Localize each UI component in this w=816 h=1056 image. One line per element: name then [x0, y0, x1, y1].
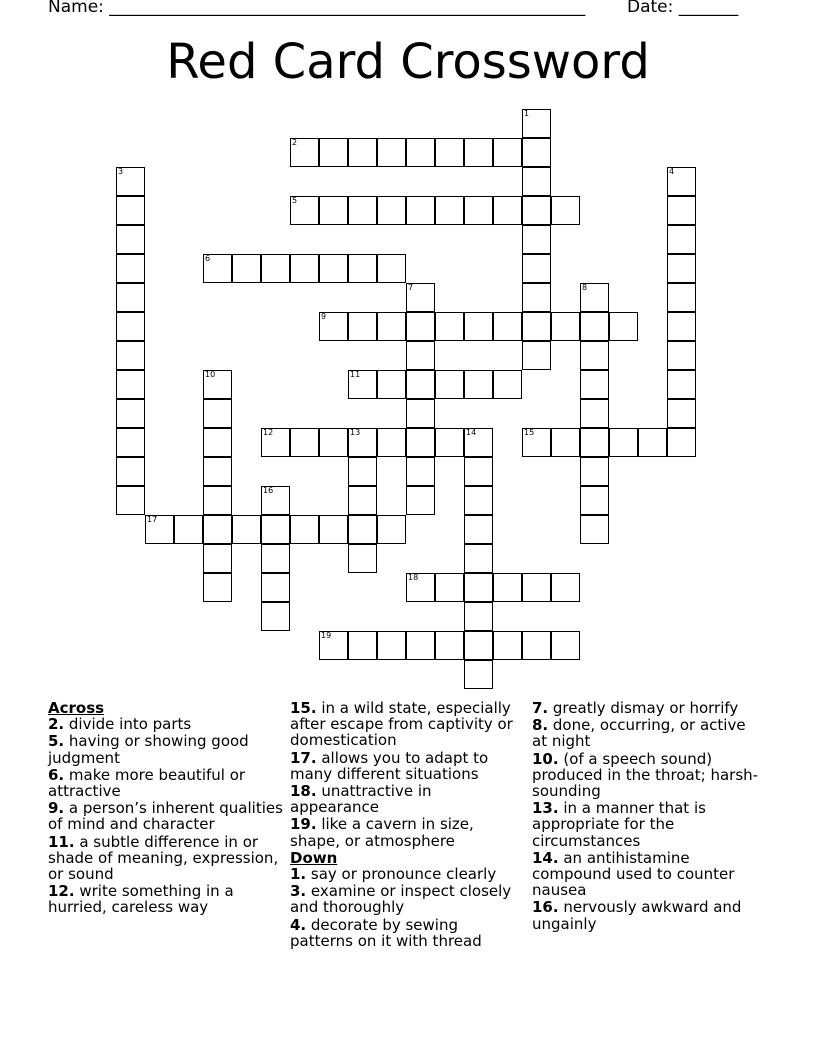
grid-cell[interactable]	[580, 341, 609, 370]
clue-text: make more beautiful or attractive	[48, 765, 246, 801]
grid-cell[interactable]	[174, 515, 203, 544]
grid-cell[interactable]	[522, 341, 551, 370]
grid-cell[interactable]	[377, 631, 406, 660]
grid-cell[interactable]	[116, 167, 145, 196]
clue-number-label: 12.	[48, 882, 75, 901]
grid-cell[interactable]	[522, 225, 551, 254]
grid-cell[interactable]	[116, 399, 145, 428]
grid-cell[interactable]	[261, 573, 290, 602]
grid-cell[interactable]	[377, 515, 406, 544]
grid-cell[interactable]	[406, 196, 435, 225]
clue-number-label: 17.	[290, 748, 317, 767]
grid-cell[interactable]	[464, 428, 493, 457]
clue-number: 14	[466, 428, 477, 437]
grid-cell[interactable]	[348, 428, 377, 457]
grid-cell[interactable]	[493, 370, 522, 399]
grid-cell[interactable]	[522, 109, 551, 138]
clue-number: 8	[582, 283, 588, 292]
grid-cell[interactable]	[261, 515, 290, 544]
clue-item	[290, 750, 522, 782]
clue-text: greatly dismay or horrify	[548, 699, 739, 717]
clue-number-label: 16.	[532, 898, 559, 917]
clue-number: 15	[524, 428, 535, 437]
clue-text: unattractive in appearance	[290, 782, 432, 817]
grid-cell[interactable]	[464, 602, 493, 631]
clue-number: 3	[118, 167, 124, 176]
grid-cell[interactable]	[464, 544, 493, 573]
grid-cell[interactable]	[609, 312, 638, 341]
date-label: Date:	[627, 0, 674, 17]
grid-cell[interactable]	[348, 631, 377, 660]
grid-cell[interactable]	[261, 544, 290, 573]
grid-cell[interactable]	[377, 428, 406, 457]
page-title: Red Card Crossword	[166, 34, 650, 90]
grid-cell[interactable]	[348, 196, 377, 225]
clue-number-label: 3.	[290, 882, 307, 901]
grid-cell[interactable]	[464, 196, 493, 225]
grid-cell[interactable]	[203, 573, 232, 602]
name-label: Name:	[48, 0, 104, 17]
clue-item	[532, 700, 764, 716]
grid-cell[interactable]	[348, 254, 377, 283]
grid-cell[interactable]	[377, 196, 406, 225]
clue-item	[48, 800, 283, 832]
clue-item	[290, 700, 522, 749]
clue-item	[532, 800, 764, 849]
clue-number: 17	[147, 515, 158, 524]
clues-column-1	[48, 700, 283, 917]
grid-cell[interactable]	[319, 312, 348, 341]
clue-item	[48, 767, 283, 799]
clue-item	[48, 716, 283, 732]
grid-cell[interactable]	[261, 602, 290, 631]
clue-item	[290, 866, 522, 882]
grid-cell[interactable]	[319, 196, 348, 225]
grid-cell[interactable]	[551, 631, 580, 660]
clue-number-label: 8.	[532, 716, 549, 735]
clue-number: 1	[524, 109, 530, 118]
clues-column-2	[290, 700, 522, 950]
clue-number: 12	[263, 428, 274, 437]
grid-cell[interactable]	[667, 370, 696, 399]
grid-cell[interactable]	[522, 167, 551, 196]
grid-cell[interactable]	[377, 254, 406, 283]
grid-cell[interactable]	[435, 428, 464, 457]
clue-item	[290, 783, 522, 815]
clue-item	[532, 717, 764, 749]
grid-cell[interactable]	[435, 573, 464, 602]
grid-cell[interactable]	[348, 138, 377, 167]
grid-cell[interactable]	[319, 138, 348, 167]
grid-cell[interactable]	[493, 138, 522, 167]
clue-text: say or pronounce clearly	[306, 865, 497, 884]
grid-cell[interactable]	[319, 631, 348, 660]
clue-number: 18	[408, 573, 419, 582]
grid-cell[interactable]	[116, 486, 145, 515]
grid-cell[interactable]	[406, 631, 435, 660]
grid-cell[interactable]	[203, 370, 232, 399]
grid-cell[interactable]	[290, 196, 319, 225]
grid-cell[interactable]	[116, 457, 145, 486]
grid-cell[interactable]	[348, 486, 377, 515]
grid-cell[interactable]	[493, 312, 522, 341]
grid-cell[interactable]	[522, 138, 551, 167]
clue-text: write something in a hurried, careless way	[48, 882, 234, 917]
clue-number: 7	[408, 283, 414, 292]
clue-number: 11	[350, 370, 361, 379]
clues-column-3	[532, 700, 764, 933]
grid-cell[interactable]	[377, 138, 406, 167]
grid-cell[interactable]	[667, 196, 696, 225]
clue-number-label: 7.	[532, 699, 549, 717]
clue-text: having or showing good judgment	[48, 732, 249, 767]
grid-cell[interactable]	[435, 370, 464, 399]
clue-text: done, occurring, or active at night	[532, 716, 746, 751]
grid-cell[interactable]	[377, 370, 406, 399]
grid-cell[interactable]	[348, 370, 377, 399]
grid-cell[interactable]	[435, 196, 464, 225]
clue-number: 2	[292, 138, 298, 147]
clue-number-label: 13.	[532, 799, 559, 818]
grid-cell[interactable]	[203, 428, 232, 457]
grid-cell[interactable]	[406, 428, 435, 457]
grid-cell[interactable]	[435, 631, 464, 660]
grid-cell[interactable]	[406, 457, 435, 486]
clue-number-label: 19.	[290, 815, 317, 834]
grid-cell[interactable]	[580, 486, 609, 515]
grid-cell[interactable]	[116, 370, 145, 399]
grid-cell[interactable]	[203, 399, 232, 428]
clue-number-label: 6.	[48, 765, 65, 784]
down-heading: Down	[290, 848, 338, 867]
grid-cell[interactable]	[551, 573, 580, 602]
grid-cell[interactable]	[290, 254, 319, 283]
grid-cell[interactable]	[609, 428, 638, 457]
clue-item	[290, 816, 522, 848]
grid-cell[interactable]	[522, 631, 551, 660]
grid-cell[interactable]	[261, 486, 290, 515]
grid-cell[interactable]	[464, 660, 493, 689]
grid-cell[interactable]	[522, 312, 551, 341]
grid-cell[interactable]	[406, 370, 435, 399]
grid-cell[interactable]	[116, 196, 145, 225]
grid-cell[interactable]	[464, 486, 493, 515]
grid-cell[interactable]	[377, 312, 406, 341]
clue-number-label: 5.	[48, 732, 65, 751]
clue-item	[48, 834, 283, 883]
grid-cell[interactable]	[464, 573, 493, 602]
grid-cell[interactable]	[667, 167, 696, 196]
grid-cell[interactable]	[667, 312, 696, 341]
clue-number: 9	[321, 312, 327, 321]
clue-number: 13	[350, 428, 361, 437]
grid-cell[interactable]	[667, 225, 696, 254]
grid-cell[interactable]	[667, 254, 696, 283]
clue-number-label: 1.	[290, 865, 307, 884]
clue-number: 16	[263, 486, 274, 495]
grid-cell[interactable]	[667, 283, 696, 312]
grid-cell[interactable]	[232, 254, 261, 283]
grid-cell[interactable]	[551, 312, 580, 341]
grid-cell[interactable]	[116, 312, 145, 341]
clue-text: a subtle difference in or shade of meaning, expression, or sound	[48, 832, 279, 884]
clue-item	[532, 751, 764, 800]
grid-cell[interactable]	[580, 283, 609, 312]
clue-text: allows you to adapt to many different situations	[290, 748, 489, 783]
grid-cell[interactable]	[145, 515, 174, 544]
grid-cell[interactable]	[348, 515, 377, 544]
grid-cell[interactable]	[406, 341, 435, 370]
clue-number-label: 18.	[290, 782, 317, 801]
clue-number-label: 11.	[48, 832, 75, 851]
grid-cell[interactable]	[464, 370, 493, 399]
clue-text: in a wild state, especially after escape from captivity or domestication	[290, 699, 513, 750]
grid-cell[interactable]	[580, 312, 609, 341]
clue-number-label: 15.	[290, 699, 317, 717]
grid-cell[interactable]	[290, 138, 319, 167]
grid-cell[interactable]	[406, 573, 435, 602]
grid-cell[interactable]	[464, 515, 493, 544]
across-heading: Across	[48, 699, 105, 717]
grid-cell[interactable]	[348, 544, 377, 573]
clue-text: a person’s inherent qualities of mind and character	[48, 799, 283, 834]
clue-item	[48, 883, 283, 915]
grid-cell[interactable]	[116, 341, 145, 370]
grid-cell[interactable]	[551, 428, 580, 457]
grid-cell[interactable]	[203, 486, 232, 515]
clue-number-label: 2.	[48, 715, 65, 734]
clue-number-label: 10.	[532, 749, 559, 768]
clue-number: 5	[292, 196, 298, 205]
grid-cell[interactable]	[522, 283, 551, 312]
grid-cell[interactable]	[522, 428, 551, 457]
grid-cell[interactable]	[580, 399, 609, 428]
grid-cell[interactable]	[406, 312, 435, 341]
grid-cell[interactable]	[319, 515, 348, 544]
clue-number-label: 14.	[532, 848, 559, 867]
grid-cell[interactable]	[203, 254, 232, 283]
grid-cell[interactable]	[435, 138, 464, 167]
grid-cell[interactable]	[203, 515, 232, 544]
grid-cell[interactable]	[464, 631, 493, 660]
grid-cell[interactable]	[551, 196, 580, 225]
grid-cell[interactable]	[493, 631, 522, 660]
clue-text: decorate by sewing patterns on it with thread	[290, 915, 482, 950]
grid-cell[interactable]	[406, 399, 435, 428]
grid-cell[interactable]	[319, 428, 348, 457]
grid-cell[interactable]	[580, 370, 609, 399]
grid-cell[interactable]	[348, 312, 377, 341]
clue-text: divide into parts	[64, 715, 192, 734]
clue-number: 10	[205, 370, 216, 379]
grid-cell[interactable]	[522, 196, 551, 225]
grid-cell[interactable]	[406, 283, 435, 312]
grid-cell[interactable]	[319, 254, 348, 283]
clue-text: examine or inspect closely and thoroughly	[290, 882, 512, 917]
clue-number-label: 4.	[290, 915, 307, 934]
grid-cell[interactable]	[493, 196, 522, 225]
grid-cell[interactable]	[203, 457, 232, 486]
clue-text: an antihistamine compound used to counter nausea	[532, 848, 735, 900]
grid-cell[interactable]	[435, 312, 464, 341]
clue-number-label: 9.	[48, 799, 65, 818]
grid-cell[interactable]	[522, 573, 551, 602]
grid-cell[interactable]	[261, 254, 290, 283]
grid-cell[interactable]	[116, 428, 145, 457]
grid-cell[interactable]	[667, 341, 696, 370]
date-line: _______	[678, 0, 739, 17]
clue-text: nervously awkward and ungainly	[532, 898, 742, 933]
clue-number: 6	[205, 254, 211, 263]
grid-cell[interactable]	[290, 515, 319, 544]
grid-cell[interactable]	[493, 573, 522, 602]
grid-cell[interactable]	[464, 312, 493, 341]
clue-item	[532, 850, 764, 899]
grid-cell[interactable]	[116, 283, 145, 312]
grid-cell[interactable]	[667, 428, 696, 457]
clue-number: 19	[321, 631, 332, 640]
grid-cell[interactable]	[464, 138, 493, 167]
grid-cell[interactable]	[232, 515, 261, 544]
grid-cell[interactable]	[464, 457, 493, 486]
grid-cell[interactable]	[580, 457, 609, 486]
grid-cell[interactable]	[638, 428, 667, 457]
clue-item	[48, 733, 283, 765]
grid-cell[interactable]	[522, 254, 551, 283]
grid-cell[interactable]	[261, 428, 290, 457]
clue-text: (of a speech sound) produced in the throat; harsh-sounding	[532, 749, 759, 801]
grid-cell[interactable]	[116, 225, 145, 254]
grid-cell[interactable]	[667, 399, 696, 428]
clue-item	[290, 883, 522, 915]
grid-cell[interactable]	[406, 486, 435, 515]
grid-cell[interactable]	[580, 515, 609, 544]
grid-cell[interactable]	[348, 457, 377, 486]
clue-item	[532, 899, 764, 931]
grid-cell[interactable]	[580, 428, 609, 457]
grid-cell[interactable]	[290, 428, 319, 457]
clue-item	[290, 917, 522, 949]
name-line: ________________________________________________________	[109, 0, 586, 17]
grid-cell[interactable]	[116, 254, 145, 283]
clue-text: in a manner that is appropriate for the circumstances	[532, 799, 706, 850]
grid-cell[interactable]	[406, 138, 435, 167]
clue-number: 4	[669, 167, 675, 176]
clue-text: like a cavern in size, shape, or atmosphere	[290, 815, 474, 850]
grid-cell[interactable]	[203, 544, 232, 573]
